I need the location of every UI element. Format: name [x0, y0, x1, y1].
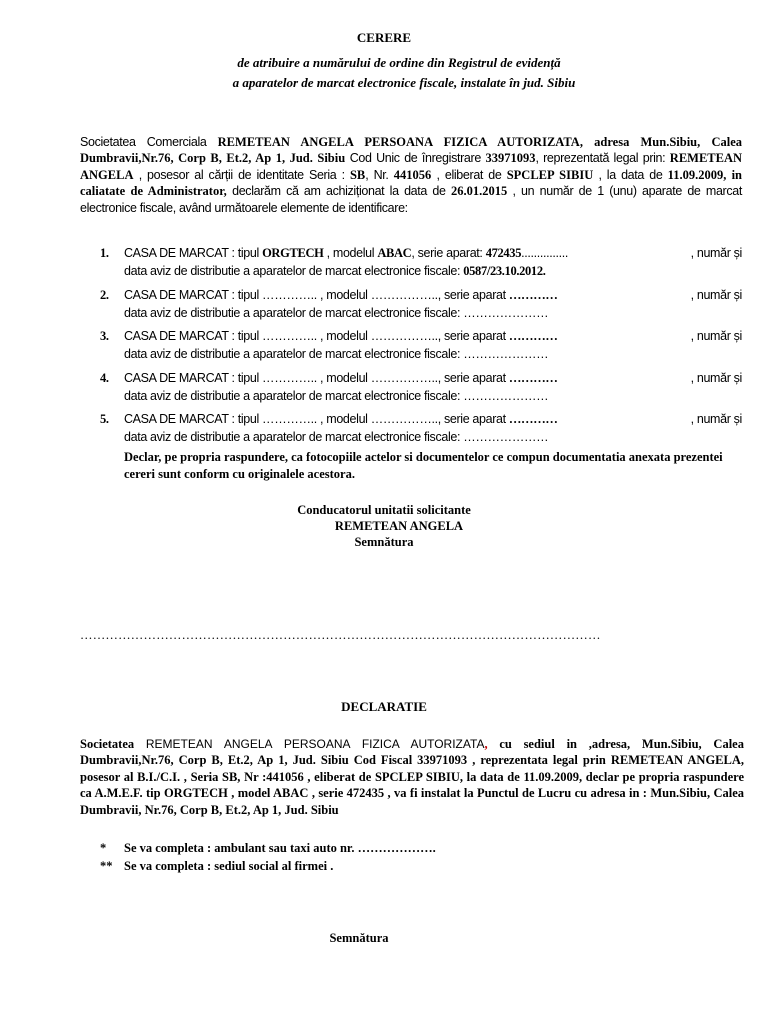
item-number: 5.	[100, 412, 109, 426]
item-aviz: 0587/23.10.2012.	[463, 263, 546, 278]
item-line-2: data aviz de distributie a aparatelor de marcat electronice fiscale: …………………	[124, 429, 549, 444]
note-item-sediu	[100, 859, 333, 874]
decl-text-2: cu sediul in ,adresa, Mun.Sibiu, Calea Dumbravii,Nr.76, Corp B, Et.2, Ap 1, Jud. Sibiu Cod Fiscal 33971093 , reprezentata legal prin REMETEAN ANGELA, posesor al B.I./C.I. , Seria SB, Nr :441056 , eliberat de SPCLEP SIBIU, la data de 11.09.2009, declar pe propria raspundere ca A.M.E.F. tip ORGTECH , model ABAC , serie 472435 , va fi instalat la Punctul de Lucru cu adresa in : Mun.Sibiu, Calea Dumbravii, Nr.76, Corp B, Et.2, Ap 1, Jud. Sibiu	[80, 737, 744, 817]
item-serial-dots: …………	[508, 288, 558, 302]
declaration-note: Declar, pe propria raspundere, ca fotocopiile actelor si documentelor ce compun documentatia anexata prezentei cereri sunt conform cu originalele acestora.	[124, 450, 723, 481]
item-line-2: data aviz de distributie a aparatelor de marcat electronice fiscale: …………………	[124, 346, 549, 361]
item-number: 2.	[100, 288, 109, 302]
item-line-2: data aviz de distributie a aparatelor de marcat electronice fiscale: …………………	[124, 305, 549, 320]
item-text-end: , număr și	[690, 246, 742, 260]
item-text: CASA DE MARCAT : tipul ………….. , modelul …………….., serie aparat	[124, 412, 509, 426]
intro-paragraph	[80, 134, 742, 216]
decl-comma: ,	[484, 737, 488, 751]
note-text: Se va completa : ambulant sau taxi auto nr. ……………….	[124, 841, 436, 855]
decl-company: REMETEAN ANGELA PERSOANA FIZICA AUTORIZATA	[145, 737, 485, 751]
intro-text-7: , la data de	[593, 167, 668, 182]
item-text: CASA DE MARCAT : tipul ………….. , modelul …………….., serie aparat	[124, 371, 509, 385]
company-info: REMETEAN ANGELA PERSOANA FIZICA AUTORIZATA, adresa Mun.Sibiu, Calea Dumbravii,Nr.76, Corp B, Et.2, Ap 1, Jud. Sibiu	[80, 135, 742, 166]
document-subtitle-line-1: de atribuire a numărului de ordine din Registrul de evidență	[237, 55, 561, 70]
representative-name: REMETEAN ANGELA	[80, 151, 743, 182]
cui-value: 33971093	[485, 151, 536, 166]
intro-text-4: , posesor al cărții de identitate Seria :	[133, 167, 350, 182]
note-mark: **	[100, 859, 113, 873]
item-text-end: , număr și	[690, 371, 742, 385]
item-text: CASA DE MARCAT : tipul	[124, 246, 263, 260]
item-number: 1.	[100, 246, 109, 260]
document-subtitle-line-2: a aparatelor de marcat electronice fiscale, instalate în jud. Sibiu	[232, 75, 576, 90]
intro-text-6: , eliberat de	[431, 167, 507, 182]
item-text: CASA DE MARCAT : tipul ………….. , modelul …………….., serie aparat	[124, 288, 509, 302]
item-line-2: data aviz de distributie a aparatelor de marcat electronice fiscale:	[124, 263, 464, 278]
item-number: 4.	[100, 371, 109, 385]
id-number: 441056	[393, 167, 432, 182]
declaration-signature-label: Semnătura	[329, 931, 389, 945]
item-text: CASA DE MARCAT : tipul ………….. , modelul …………….., serie aparat	[124, 329, 509, 343]
note-text: Se va completa : sediul social al firmei .	[124, 859, 334, 873]
declaration-paragraph	[80, 736, 744, 818]
intro-text-5: , Nr.	[365, 167, 394, 182]
intro-text-2: Cod Unic de înregistrare	[345, 151, 486, 166]
item-text-end: , număr și	[690, 412, 742, 426]
intro-text-1: Societatea Comerciala	[80, 135, 218, 149]
item-text-end: , număr și	[690, 288, 742, 302]
signature-label: Semnătura	[354, 535, 414, 549]
id-issuer: SPCLEP SIBIU	[506, 167, 594, 182]
item-text-end: , număr și	[690, 329, 742, 343]
purchase-date: 26.01.2015	[450, 184, 508, 199]
item-serial: 472435	[485, 246, 522, 260]
document-title: CERERE	[356, 30, 412, 45]
note-mark: *	[100, 841, 107, 855]
item-text: , modelul	[323, 246, 378, 260]
intro-text-8: declarăm că am achiziționat la data de	[226, 184, 451, 199]
item-text: , serie aparat:	[411, 246, 486, 260]
item-dots: ...............	[521, 246, 568, 260]
decl-text-1: Societatea	[80, 737, 146, 751]
item-line-2: data aviz de distributie a aparatelor de marcat electronice fiscale: …………………	[124, 388, 549, 403]
item-serial-dots: …………	[508, 329, 558, 343]
note-item-ambulant	[100, 841, 436, 856]
item-model: ABAC	[377, 246, 412, 260]
signatory-role: Conducatorul unitatii solicitante	[297, 503, 471, 517]
item-serial-dots: …………	[508, 371, 558, 385]
signature-block	[0, 502, 768, 550]
declaration-title: DECLARATIE	[341, 699, 427, 714]
id-series: SB	[349, 167, 366, 182]
separator-line: ……………………………………………………………………………………………………………	[80, 628, 601, 642]
item-serial-dots: …………	[508, 412, 558, 426]
item-number: 3.	[100, 329, 109, 343]
item-type: ORGTECH	[262, 246, 324, 260]
signatory-name: REMETEAN ANGELA	[334, 519, 464, 533]
issue-date: 11.09.2009, in caliatate de Administrator,	[80, 167, 742, 199]
intro-text-3: , reprezentată legal prin:	[535, 151, 670, 166]
intro-text-9: , un număr de 1 (unu) aparate de marcat electronice fiscale, având următoarele elemente de identificare:	[80, 184, 742, 215]
